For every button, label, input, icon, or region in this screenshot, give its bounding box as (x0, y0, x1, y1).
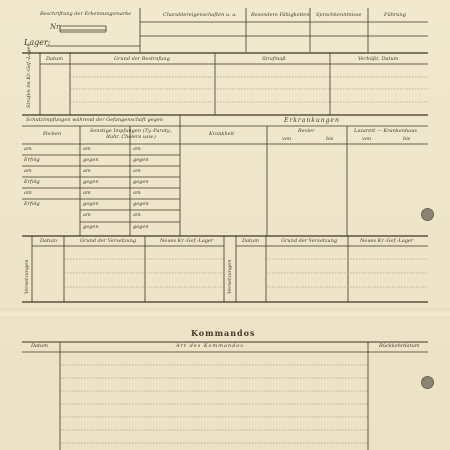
kommando-date-header: Datum (31, 343, 48, 349)
vacc-cell: Erfolg (24, 179, 40, 185)
transfer-reason-header-right: Grund der Versetzung (281, 238, 338, 244)
vacc-cell: am (83, 146, 91, 152)
hospital-from-label: von (362, 136, 372, 142)
punishment-reason-header: Grund der Bestrafung (114, 56, 170, 62)
vacc-cell: gegen (133, 179, 149, 185)
hospital-to-label: bis (403, 136, 411, 142)
vacc-cell: gegen (83, 224, 99, 230)
vacc-cell: gegen (83, 201, 99, 207)
paper-fold (0, 308, 450, 318)
infirmary-to-label: bis (326, 136, 334, 142)
vacc-cell: am (24, 190, 32, 196)
return-date-header: Rückkehrdatum (379, 343, 420, 349)
vacc-cell: am (24, 168, 32, 174)
vacc-cell: am (24, 146, 32, 152)
punch-hole (421, 208, 434, 221)
illness-header: Krankheit (209, 131, 235, 137)
transfers-side-label-right: Versetzungen (227, 259, 233, 294)
vacc-cell: am (133, 168, 141, 174)
vacc-cell: gegen (133, 201, 149, 207)
number-label: Nr. (50, 23, 61, 31)
transfer-reason-header: Grund der Versetzung (80, 238, 137, 244)
punishments-side-label: Strafen im Kr.-Gef.-Lager (26, 44, 32, 108)
infirmary-header: Revier (298, 128, 315, 134)
hospital-header: Lazarett — Krankenhaus (354, 128, 417, 134)
character-label: Charaktereigenschaften u. a. (163, 12, 237, 18)
vaccinations-title: Schutzimpfungen während der Gefangenschaft gegen (26, 117, 164, 123)
new-camp-header-right: Neues Kr.-Gef.-Lager (360, 238, 414, 244)
vacc-cell: gegen (133, 157, 149, 163)
transfer-date-header-right: Datum (242, 238, 259, 244)
other-vaccinations-header: Sonstige Impfungen (Ty.-Paraty., Ruhr, Cholera usw.) (89, 128, 173, 140)
new-camp-header: Neues Kr.-Gef.-Lager (160, 238, 214, 244)
vacc-cell: am (83, 212, 91, 218)
vacc-cell: gegen (83, 157, 99, 163)
kommando-type-header: Art des Kommandos (176, 343, 244, 349)
smallpox-header: Pocken (43, 131, 62, 137)
id-tag-label: Beschriftung der Erkennungsmarke (40, 11, 132, 17)
punch-hole (421, 376, 434, 389)
served-date-header: Verbüßt, Datum (358, 56, 399, 62)
illnesses-title: Erkrankungen (284, 117, 340, 124)
vacc-cell: gegen (83, 179, 99, 185)
vacc-cell: am (83, 168, 91, 174)
transfers-side-label-left: Versetzungen (24, 259, 30, 294)
camp-label: Lager: (24, 38, 51, 47)
vacc-cell: am (133, 212, 141, 218)
vacc-cell: am (133, 146, 141, 152)
vacc-cell: am (133, 190, 141, 196)
vacc-cell: Erfolg (24, 201, 40, 207)
vacc-cell: gegen (133, 224, 149, 230)
vacc-cell: am (83, 190, 91, 196)
language-skills-label: Sprachkenntnisse (316, 12, 362, 18)
penalty-header: Strafmaß (262, 56, 286, 62)
vacc-cell: Erfolg (24, 157, 40, 163)
punishment-date-header: Datum (46, 56, 63, 62)
transfer-date-header: Datum (40, 238, 57, 244)
infirmary-from-label: von (282, 136, 292, 142)
kommandos-title: Kommandos (191, 328, 256, 338)
conduct-label: Führung (384, 12, 406, 18)
special-abilities-label: Besondere Fähigkeiten (251, 12, 310, 18)
